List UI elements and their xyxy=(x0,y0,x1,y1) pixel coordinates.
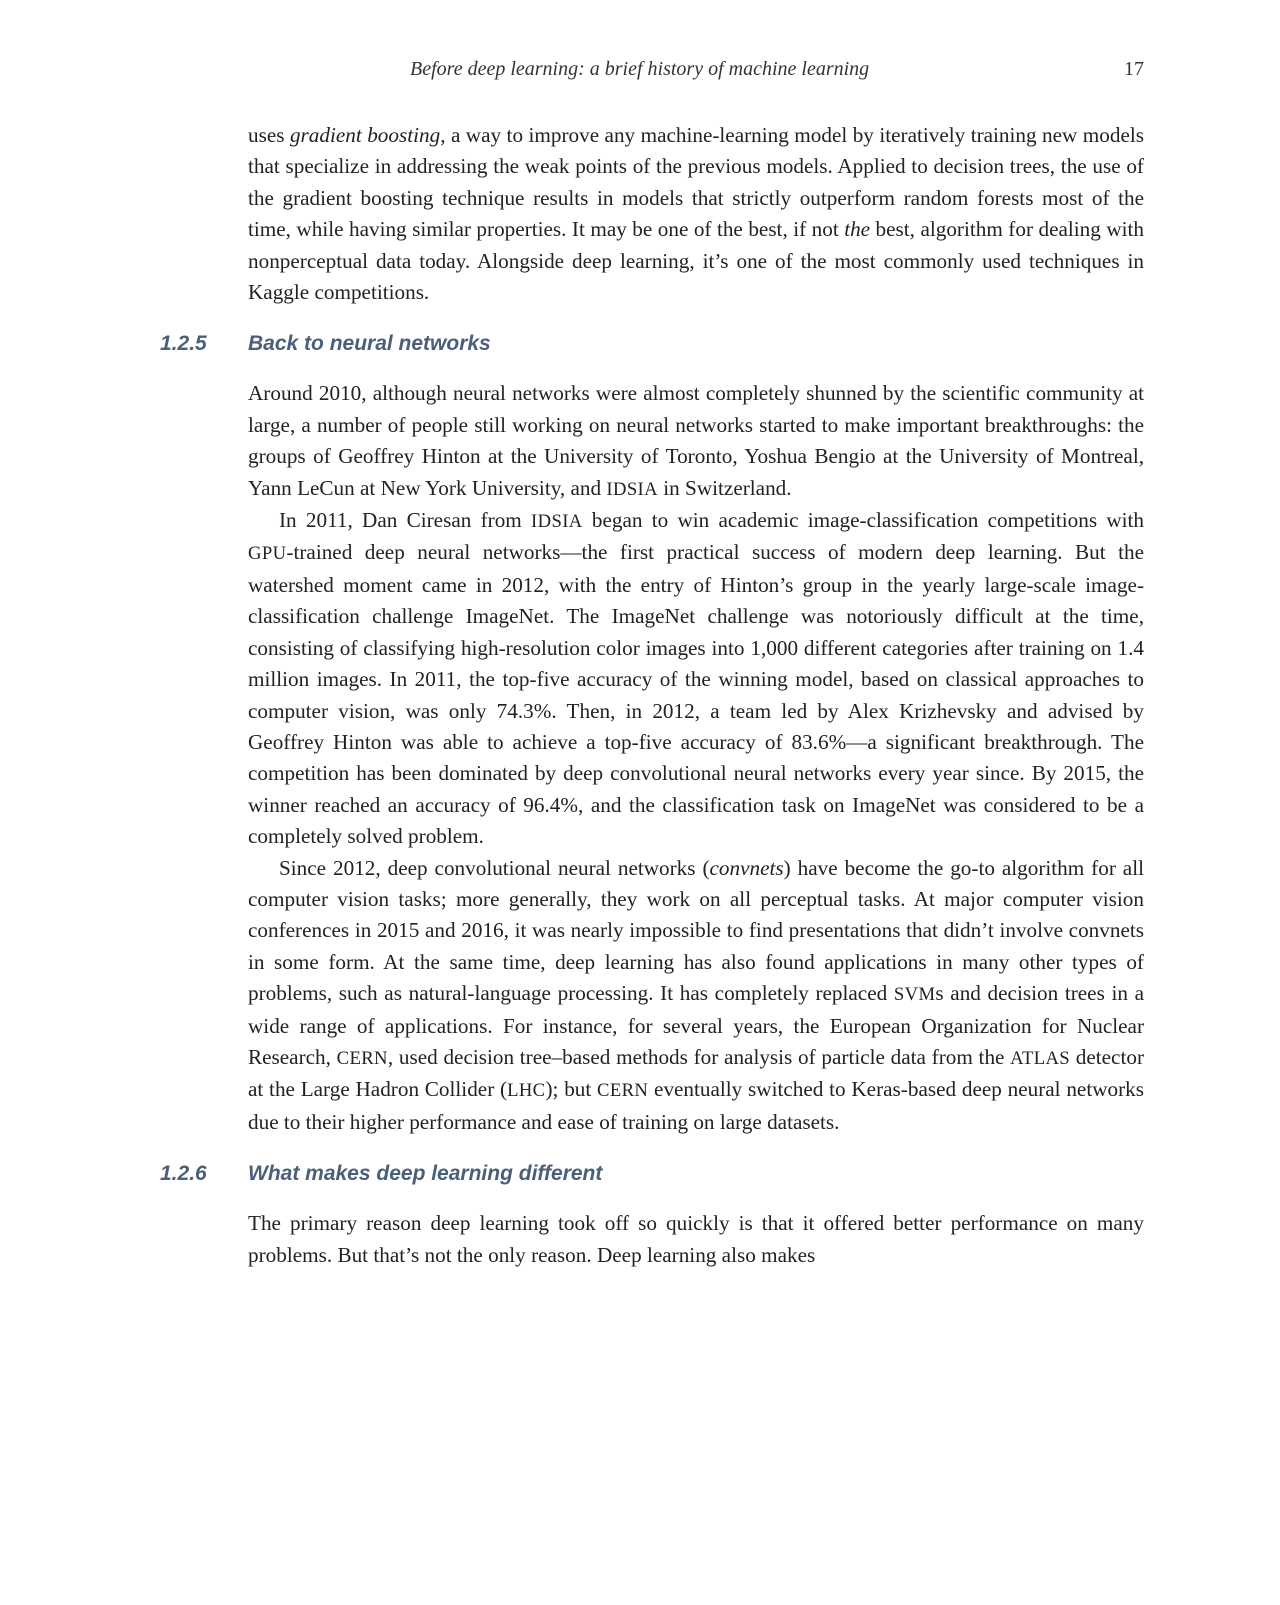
section-heading-1-2-6 xyxy=(160,1162,1144,1196)
acronym: CERN xyxy=(336,1047,388,1069)
text-run: best, algorithm for dealing with nonperceptual data today. Alongside deep learning, it’s one of the most commonly used techniques in Kaggle competitions. xyxy=(248,217,1144,305)
emphasis-term: gradient boosting xyxy=(289,123,441,147)
paragraph-gradient-boosting xyxy=(248,120,1144,308)
text-run: , a way to improve any machine-learning model by iteratively training new models that specialize in addressing the weak points of the previous models. Applied to decision trees, the use of the gradient boosting technique results in models that strictly outperform random forests most of the time, while having similar properties. It may be one of the best, if not xyxy=(248,123,1144,242)
text-run: , used decision tree–based methods for analysis of particle data from the xyxy=(387,1044,1011,1069)
running-header xyxy=(0,58,1280,90)
page-body xyxy=(160,120,1145,1271)
text-run: Since 2012, deep convolutional neural networks ( xyxy=(279,855,710,880)
emphasis-term: convnets xyxy=(709,855,784,880)
text-run: in Switzerland. xyxy=(657,475,792,500)
text-run: ); but xyxy=(545,1077,598,1102)
acronym: GPU xyxy=(248,543,287,565)
acronym: IDSIA xyxy=(606,478,658,500)
section-number: 1.2.5 xyxy=(160,332,207,356)
text-run: s and decision trees in a wide range of applications. For instance, for several years, the European Organization for Nuclear Research, xyxy=(248,981,1145,1069)
paragraph-primary-reason: The primary reason deep learning took off so quickly is that it offered better performance on many problems. But that’s not the only reason. Deep learning also makes xyxy=(248,1211,1144,1267)
paragraph-imagenet xyxy=(248,505,1144,852)
paragraph-convnets xyxy=(248,853,1144,1139)
acronym: LHC xyxy=(507,1080,546,1102)
emphasis-term: the xyxy=(844,217,871,242)
acronym: SVM xyxy=(893,984,936,1006)
section-heading-1-2-5 xyxy=(160,332,1144,366)
paragraph-around-2010 xyxy=(248,378,1144,505)
text-run: -trained deep neural networks—the first practical success of modern deep learning. But the watershed moment came in 2012, with the entry of Hinton’s group in the yearly large-scale image-classification challenge ImageNet. The ImageNet challenge was notoriously difficult at the time, consisting of classifying high-resolution color images into 1,000 different categories after training on 1.4 million images. In 2011, the top-five accuracy of the winning model, based on classical approaches to computer vision, was only 74.3%. Then, in 2012, a team led by Alex Krizhevsky and advised by Geoffrey Hinton was able to achieve a top-five accuracy of 83.6%—a significant breakthrough. The competition has been dominated by deep convolutional neural networks every year since. By 2015, the winner reached an accuracy of 96.4%, and the classification task on ImageNet was considered to be a completely solved problem. xyxy=(248,540,1144,849)
text-run: began to win academic image-classification competitions with xyxy=(582,508,1145,533)
acronym: ATLAS xyxy=(1010,1047,1071,1069)
text-run: In 2011, Dan Ciresan from xyxy=(279,508,532,533)
section-title: Back to neural networks xyxy=(248,332,491,356)
text-run: Around 2010, although neural networks were almost completely shunned by the scientific community at large, a number of people still working on neural networks started to make important breakthroughs: the groups of Geoffrey Hinton at the University of Toronto, Yoshua Bengio at the University of Montreal, Yann LeCun at New York University, and xyxy=(248,381,1144,500)
text-run: uses xyxy=(248,123,290,147)
section-title: What makes deep learning different xyxy=(248,1162,603,1186)
section-number: 1.2.6 xyxy=(160,1162,207,1186)
text-run: eventually switched to Keras-based deep neural networks due to their higher performance and ease of training on large datasets. xyxy=(248,1077,1144,1134)
text-run: ) have become the go-to algorithm for all computer vision tasks; more generally, they work on all perceptual tasks. At major computer vision conferences in 2015 and 2016, it was nearly impossible to find presentations that didn’t involve convnets in some form. At the same time, deep learning has also found applications in many other types of problems, such as natural-language processing. It has completely replaced xyxy=(248,855,1144,1006)
text-run: detector at the Large Hadron Collider ( xyxy=(248,1044,1144,1102)
acronym: CERN xyxy=(597,1080,649,1102)
running-title: Before deep learning: a brief history of machine learning xyxy=(410,58,870,80)
acronym: IDSIA xyxy=(531,511,583,533)
page-number: 17 xyxy=(1124,58,1144,80)
